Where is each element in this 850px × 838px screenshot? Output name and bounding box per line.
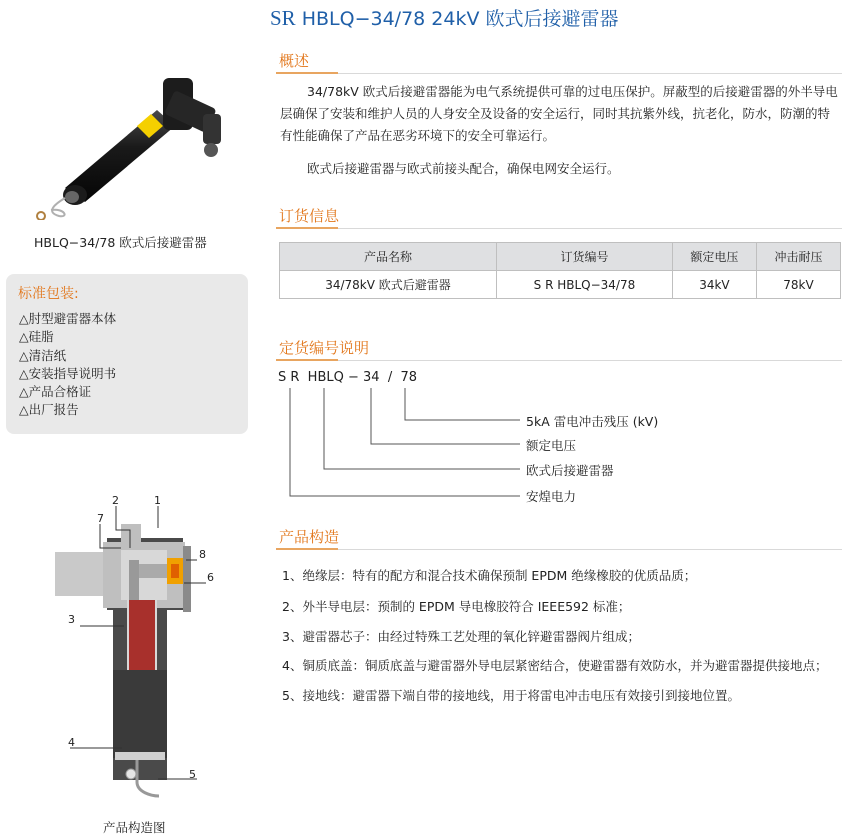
code-label: 5kA 雷电冲击残压 (kV)	[526, 414, 659, 429]
diagram-callout: 7	[97, 512, 104, 525]
code-label: 欧式后接避雷器	[526, 463, 614, 478]
table-header: 产品名称	[280, 243, 497, 271]
table-cell: 34/78kV 欧式后避雷器	[280, 271, 497, 299]
table-header: 订货编号	[496, 243, 672, 271]
diagram-callout: 1	[154, 494, 161, 507]
structure-item: 1、绝缘层：特有的配方和混合技术确保预制 EPDM 绝缘橡胶的优质品质；	[282, 568, 697, 583]
product-photo-caption: HBLQ−34/78 欧式后接避雷器	[34, 235, 207, 250]
standard-package-box	[6, 274, 248, 434]
package-item: △产品合格证	[19, 384, 92, 400]
structure-item: 2、外半导电层：预制的 EPDM 导电橡胶符合 IEEE592 标准；	[282, 599, 631, 614]
diagram-callout: 6	[207, 571, 214, 584]
diagram-callout: 8	[199, 548, 206, 561]
diagram-callout: 4	[68, 736, 75, 749]
diagram-caption: 产品构造图	[103, 820, 166, 835]
package-item: △肘型避雷器本体	[19, 311, 117, 326]
overview-heading-text: 概述	[279, 52, 310, 70]
title-text: HBLQ−34/78 24kV 欧式后接避雷器	[295, 8, 619, 30]
structure-item: 5、接地线：避雷器下端自带的接地线，用于将雷电冲击电压有效接引到接地位置。	[282, 688, 740, 703]
structure-item: 4、铜质底盖：铜质底盖与避雷器外导电层紧密结合，使避雷器有效防水，并为避雷器提供接地点；	[282, 658, 828, 673]
standard-package-title: 标准包装:	[18, 286, 79, 302]
table-header: 冲击耐压	[756, 243, 840, 271]
brand-mark: SR	[270, 6, 296, 30]
code-label: 安煌电力	[526, 489, 577, 504]
package-item: △安装指导说明书	[19, 365, 117, 381]
code-label: 额定电压	[526, 438, 577, 453]
order-table	[279, 242, 841, 299]
table-header: 额定电压	[672, 243, 756, 271]
package-item: △清洁纸	[19, 347, 67, 363]
diagram-callout: 2	[112, 494, 119, 507]
package-item: △硅脂	[19, 329, 54, 345]
product-photo	[25, 70, 225, 220]
code-explanation-heading	[276, 337, 842, 361]
structure-diagram	[55, 490, 225, 800]
structure-item: 3、避雷器芯子：由经过特殊工艺处理的氧化锌避雷器阀片组成；	[282, 629, 640, 644]
order-info-heading	[276, 205, 842, 229]
order-code: S R HBLQ − 34 / 78	[278, 370, 418, 385]
package-item: △出厂报告	[19, 402, 79, 418]
overview-paragraph: 欧式后接避雷器与欧式前接头配合，确保电网安全运行。	[307, 161, 620, 176]
diagram-callout: 5	[189, 768, 196, 781]
table-header-row	[280, 243, 841, 271]
code-explanation-heading-text: 定货编号说明	[279, 339, 370, 357]
structure-heading	[276, 526, 842, 550]
overview-paragraph: 34/78kV 欧式后接避雷器能为电气系统提供可靠的过电压保护。屏蔽型的后接避雷器的外半导电层确保了安装和维护人员的人身安全及设备的安全运行，同时其抗紫外线，抗老化，防水，防潮的特有性能确保了产品在恶劣环境下的安全可靠运行。	[280, 84, 838, 143]
table-cell: S R HBLQ−34/78	[496, 271, 672, 299]
table-cell: 78kV	[756, 271, 840, 299]
structure-heading-text: 产品构造	[279, 528, 340, 546]
standard-package-list	[19, 310, 116, 420]
diagram-callout: 3	[68, 613, 75, 626]
table-cell: 34kV	[672, 271, 756, 299]
page-title	[270, 4, 619, 31]
overview-heading	[276, 50, 842, 74]
table-row	[280, 271, 841, 299]
order-info-heading-text: 订货信息	[279, 207, 340, 225]
